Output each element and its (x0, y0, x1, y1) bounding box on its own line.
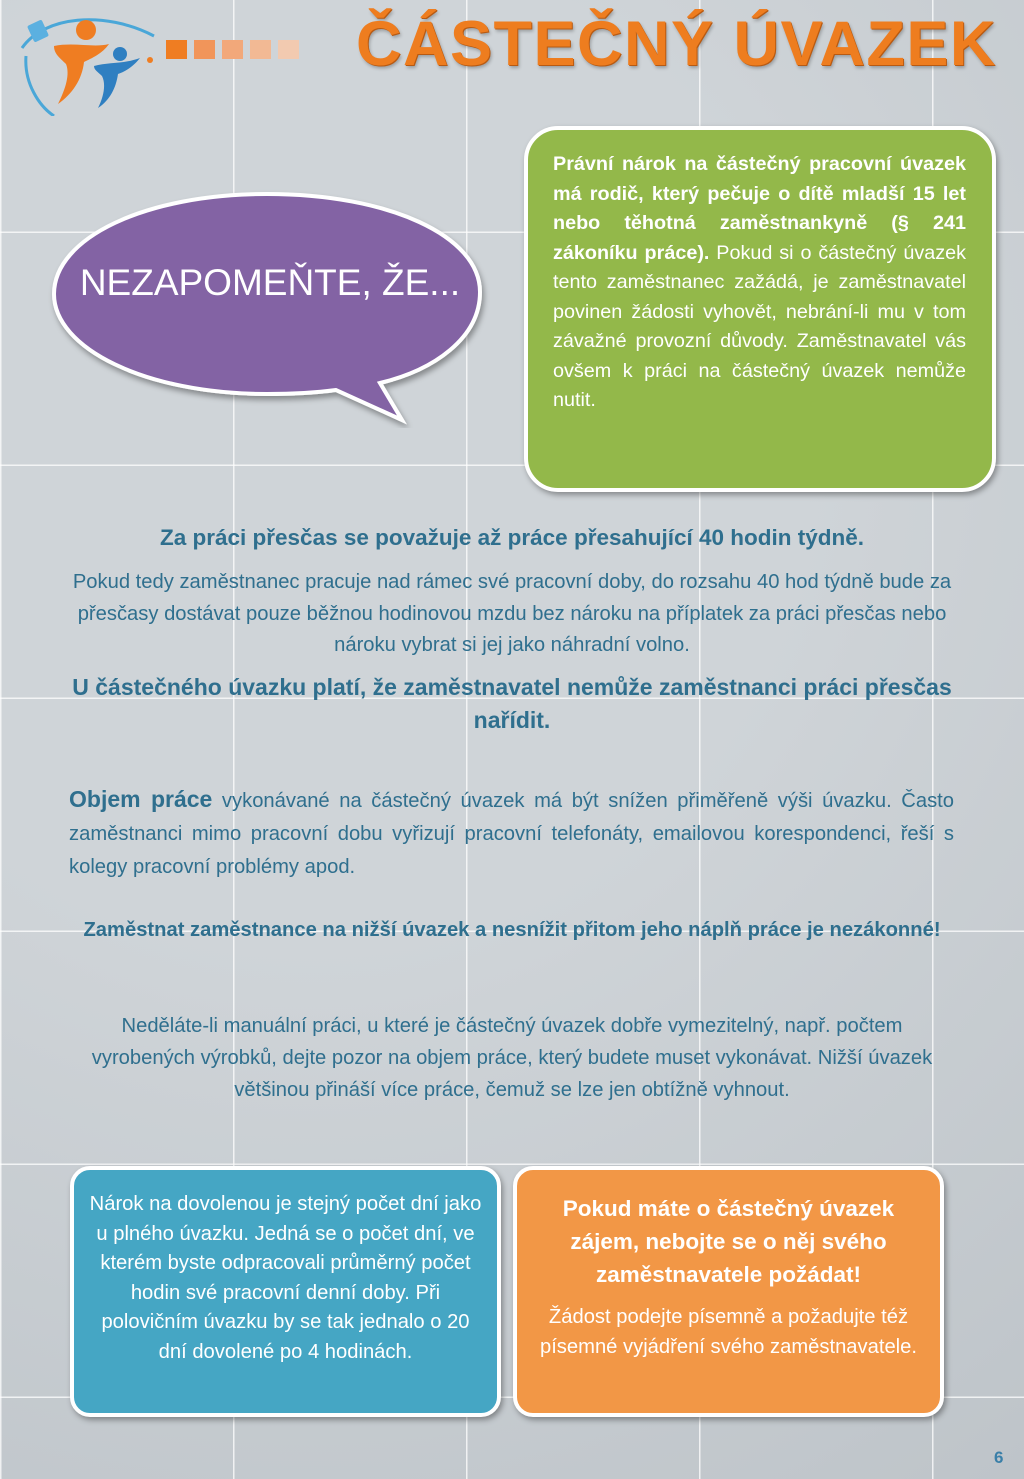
page-number: 6 (994, 1448, 1004, 1467)
request-box (513, 1166, 944, 1417)
page-title: ČÁSTEČNÝ ÚVAZEK (356, 9, 997, 79)
bubble-text: NEZAPOMEŇTE, ŽE... (79, 262, 461, 303)
manual-work-paragraph: Neděláte-li manuální práci, u které je částečný úvazek dobře vymezitelný, např. počtem vyrobených výrobků, dejte pozor na objem práce, který budete muset vykonávat. Nižší úvazek většinou přináší více práce, čemuž se lze jen obtížně vyhnout. (91, 1015, 933, 1101)
workload-paragraph (69, 783, 954, 884)
request-heading: Pokud máte o částečný úvazek zájem, nebojte se o něj svého zaměstnavatele požádat! (562, 1196, 895, 1287)
parental-right-box (524, 126, 996, 492)
parental-right-bold: Právní nárok na částečný pracovní úvazek má rodič, který pečuje o dítě mladší 15 let nebo těhotná zaměstnankyně (§ 241 zákoníku práce). (553, 153, 966, 264)
decor-square (250, 40, 271, 59)
overtime-rule-heading: U částečného úvazku platí, že zaměstnavatel nemůže zaměstnanci práci přesčas nařídit. (72, 674, 952, 733)
parental-right-text: Pokud si o částečný úvazek tento zaměstnanec zažádá, je zaměstnavatel povinen žádosti vyhovět, nebrání-li mu v tom závažné provozní důvody. Zaměstnavatel vás ovšem k práci na částečný úvazek nemůže nutit. (553, 241, 966, 411)
family-logo-icon (14, 8, 164, 116)
illegal-workload-heading: Zaměstnat zaměstnance na nižší úvazek a nesnížit přitom jeho náplň práce je nezákonné! (83, 919, 941, 941)
request-text: Žádost podejte písemně a požadujte též písemné vyjádření svého zaměstnavatele. (539, 1306, 918, 1358)
decorative-squares (166, 40, 299, 59)
workload-text: vykonávané na částečný úvazek má být snížen přiměřeně výši úvazku. Často zaměstnanci mimo pracovní dobu vyřizují pracovní telefonáty, emailovou korespondenci, řeší s kolegy pracovní problémy apod. (69, 790, 954, 878)
workload-lead: Objem práce (69, 786, 213, 812)
vacation-text: Nárok na dovolenou je stejný počet dní jako u plného úvazku. Jedná se o počet dní, ve kterém byste odpracovali průměrný počet hodin své pracovní denní doby. Při polovičním úvazku by se tak jednalo o 20 dní dovolené po 4 hodinách. (89, 1193, 482, 1363)
decor-square (194, 40, 215, 59)
vacation-box (70, 1166, 501, 1417)
decor-square (278, 40, 299, 59)
decor-square (222, 40, 243, 59)
overtime-heading: Za práci přesčas se považuje až práce přesahující 40 hodin týdně. (159, 525, 865, 550)
speech-bubble (44, 188, 490, 428)
decor-square (166, 40, 187, 59)
overtime-paragraph: Pokud tedy zaměstnanec pracuje nad rámec své pracovní doby, do rozsahu 40 hod týdně bude za přesčasy dostávat pouze běžnou hodinovou mzdu bez nároku na příplatek za práci přesčas nebo nároku vybrat si jej jako náhradní volno. (72, 571, 952, 656)
